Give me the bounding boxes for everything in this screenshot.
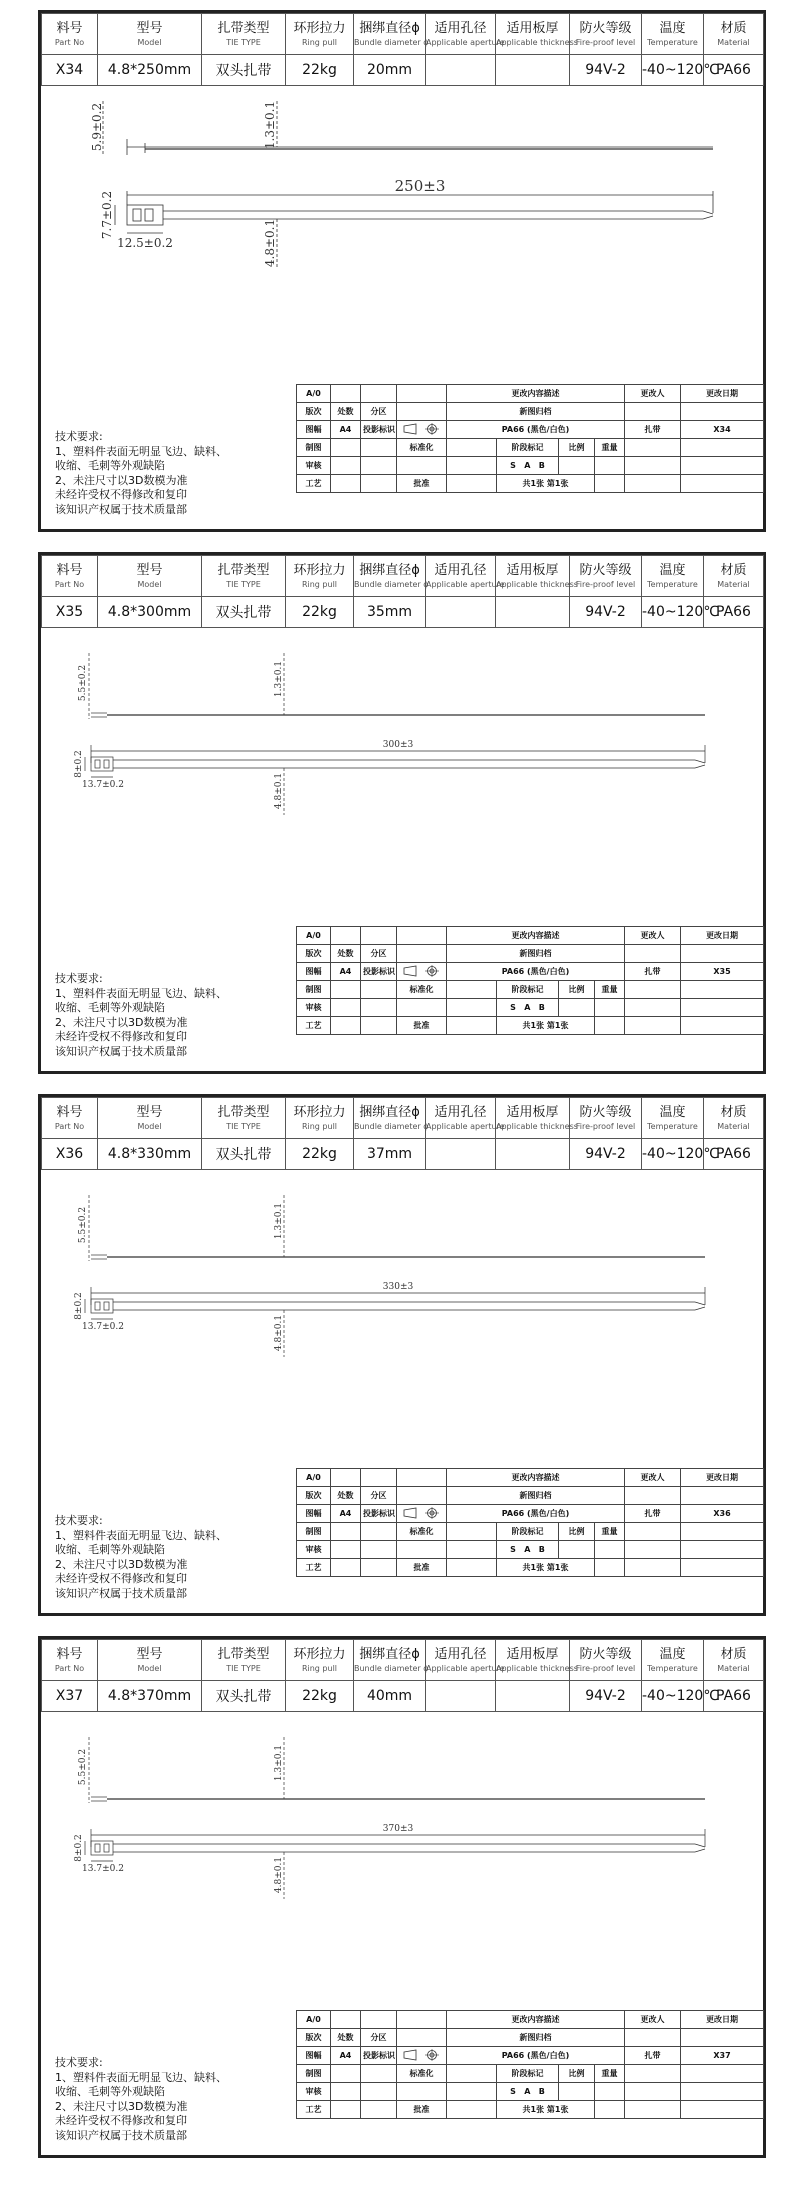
tie-type-value: 双头扎带 [202,1139,286,1170]
tb-paper: 图幅 [297,963,331,981]
dim-head-length: 12.5±0.2 [117,236,173,250]
tb-new-drawing: 新图归档 [447,945,625,963]
dim-width: 4.8±0.1 [274,1856,284,1894]
tb-standardize: 标准化 [397,981,447,999]
header-part-no: 料号 Part No [42,14,98,55]
header-material: 材质 Material [704,1098,764,1139]
notes-line: 未经许受权不得修改和复印 [55,1030,187,1043]
tb-weight: 重量 [595,439,625,457]
header-model: 型号 Model [98,1098,202,1139]
ring-pull-value: 22kg [286,1139,354,1170]
tie-type-value: 双头扎带 [202,1681,286,1712]
header-ring-pull: 环形拉力 Ring pull [286,556,354,597]
tie-type-value: 双头扎带 [202,55,286,86]
tb-version: 版次 [297,2029,331,2047]
ring-pull-value: 22kg [286,597,354,628]
header-material: 材质 Material [704,14,764,55]
dim-width: 4.8±0.1 [274,1314,284,1352]
tb-count: 处数 [331,2029,361,2047]
notes-line: 1、塑料件表面无明显飞边、缺料、 [55,444,227,458]
projection-symbol-icon [397,1505,447,1523]
header-bundle-diameter: 捆绑直径ϕ Bundle diameter ϕ [354,1098,426,1139]
tb-change-date: 更改日期 [681,927,764,945]
notes-line: 该知识产权属于技术质量部 [55,1586,187,1600]
tb-scale: 比例 [559,439,595,457]
part-no-value: X35 [42,597,98,628]
drawing-sheet-x36 [38,1094,766,1616]
tb-review: 审核 [297,2083,331,2101]
part-no-value: X34 [42,55,98,86]
header-temperature: 温度 Temperature [642,1098,704,1139]
dim-width: 4.8±0.1 [263,218,277,268]
title-block [296,384,764,493]
drawing-sheet-x34 [38,10,766,532]
header-aperture: 适用孔径 Applicable aperture [426,556,496,597]
tb-a4: A4 [331,963,361,981]
material-value: PA66 [704,1139,764,1170]
tb-drawn: 制图 [297,1523,331,1541]
notes-line: 该知识产权属于技术质量部 [55,502,187,516]
header-fire-proof: 防火等级 Fire-proof level [570,1098,642,1139]
material-value: PA66 [704,597,764,628]
tb-drawing-name: 扎带 [625,421,681,439]
header-fire-proof: 防火等级 Fire-proof level [570,556,642,597]
tb-projection: 投影标识 [361,2047,397,2065]
tb-approve: 批准 [397,2101,447,2119]
tb-approve: 批准 [397,1017,447,1035]
header-ring-pull: 环形拉力 Ring pull [286,1640,354,1681]
thickness-value [496,1139,570,1170]
fire-proof-value: 94V-2 [570,1681,642,1712]
technical-notes [55,1514,227,1601]
header-ring-pull: 环形拉力 Ring pull [286,14,354,55]
tb-change-date: 更改日期 [681,1469,764,1487]
tb-drawing-number: X34 [681,421,764,439]
header-bundle-diameter: 捆绑直径ϕ Bundle diameter ϕ [354,556,426,597]
thickness-value [496,1681,570,1712]
dim-head-width: 8±0.2 [74,1292,84,1320]
header-fire-proof: 防火等级 Fire-proof level [570,14,642,55]
projection-symbol-icon [397,421,447,439]
tb-paper: 图幅 [297,2047,331,2065]
tb-drawing-number: X36 [681,1505,764,1523]
header-model: 型号 Model [98,14,202,55]
dim-head-length: 13.7±0.2 [82,1322,124,1332]
ring-pull-value: 22kg [286,1681,354,1712]
bundle-diameter-value: 40mm [354,1681,426,1712]
title-block [296,1468,764,1577]
tb-drawing-name: 扎带 [625,963,681,981]
dim-head-height: 5.5±0.2 [78,1748,88,1786]
tb-review: 审核 [297,999,331,1017]
dim-head-height: 5.5±0.2 [78,1206,88,1244]
material-value: PA66 [704,55,764,86]
header-bundle-diameter: 捆绑直径ϕ Bundle diameter ϕ [354,1640,426,1681]
notes-line: 收缩、毛刺等外观缺陷 [55,1001,165,1014]
aperture-value [426,55,496,86]
notes-line: 收缩、毛刺等外观缺陷 [55,2085,165,2098]
notes-line: 1、塑料件表面无明显飞边、缺料、 [55,986,227,1000]
notes-title: 技术要求: [55,972,103,985]
notes-title: 技术要求: [55,430,103,443]
thickness-value [496,597,570,628]
tie-drawing [41,87,763,387]
dim-length: 330±3 [382,1282,414,1292]
tie-drawing [41,1171,763,1471]
tb-material-color: PA66 (黑色/白色) [447,2047,625,2065]
tb-stage-mark: 阶段标记 [497,1523,559,1541]
tb-count: 处数 [331,403,361,421]
dim-thickness: 1.3±0.1 [263,100,277,150]
tb-changer: 更改人 [625,1469,681,1487]
tb-zone: 分区 [361,1487,397,1505]
model-value: 4.8*330mm [98,1139,202,1170]
dim-thickness: 1.3±0.1 [274,660,284,698]
tb-sheets: 共1张 第1张 [497,1559,595,1577]
projection-symbol-icon [397,963,447,981]
tb-drawn: 制图 [297,439,331,457]
header-thickness: 适用板厚 Applicable thickness [496,14,570,55]
dim-length: 250±3 [394,177,446,195]
tb-stage-sab: S A B [497,2083,559,2101]
model-value: 4.8*370mm [98,1681,202,1712]
tb-projection: 投影标识 [361,963,397,981]
tb-change-desc: 更改内容描述 [447,1469,625,1487]
dim-head-height: 5.5±0.2 [78,664,88,702]
tb-standardize: 标准化 [397,1523,447,1541]
notes-line: 2、未注尺寸以3D数模为准 [55,2099,188,2113]
notes-line: 1、塑料件表面无明显飞边、缺料、 [55,1528,227,1542]
header-tie-type: 扎带类型 TIE TYPE [202,14,286,55]
notes-line: 2、未注尺寸以3D数模为准 [55,1557,188,1571]
header-temperature: 温度 Temperature [642,556,704,597]
header-tie-type: 扎带类型 TIE TYPE [202,1098,286,1139]
drawing-sheet-x37 [38,1636,766,2158]
header-tie-type: 扎带类型 TIE TYPE [202,1640,286,1681]
header-part-no: 料号 Part No [42,1098,98,1139]
notes-line: 未经许受权不得修改和复印 [55,1572,187,1585]
material-value: PA66 [704,1681,764,1712]
tb-sheets: 共1张 第1张 [497,1017,595,1035]
tb-material-color: PA66 (黑色/白色) [447,421,625,439]
header-model: 型号 Model [98,1640,202,1681]
bundle-diameter-value: 35mm [354,597,426,628]
notes-line: 2、未注尺寸以3D数模为准 [55,473,188,487]
notes-line: 收缩、毛刺等外观缺陷 [55,1543,165,1556]
tb-sheets: 共1张 第1张 [497,2101,595,2119]
tb-stage-mark: 阶段标记 [497,2065,559,2083]
tb-drawing-number: X37 [681,2047,764,2065]
tb-drawing-name: 扎带 [625,1505,681,1523]
tb-a4: A4 [331,421,361,439]
bundle-diameter-value: 37mm [354,1139,426,1170]
tb-process: 工艺 [297,475,331,493]
header-temperature: 温度 Temperature [642,14,704,55]
header-material: 材质 Material [704,556,764,597]
tb-zone: 分区 [361,2029,397,2047]
part-no-value: X36 [42,1139,98,1170]
tb-approve: 批准 [397,475,447,493]
tb-standardize: 标准化 [397,2065,447,2083]
technical-notes [55,972,227,1059]
dim-head-width: 8±0.2 [74,750,84,778]
tb-process: 工艺 [297,1559,331,1577]
tb-changer: 更改人 [625,2011,681,2029]
notes-line: 未经许受权不得修改和复印 [55,2114,187,2127]
tb-a4: A4 [331,2047,361,2065]
header-tie-type: 扎带类型 TIE TYPE [202,556,286,597]
aperture-value [426,1681,496,1712]
tb-zone: 分区 [361,945,397,963]
dim-head-height: 5.9±0.2 [90,102,104,152]
header-part-no: 料号 Part No [42,1640,98,1681]
aperture-value [426,597,496,628]
tb-process: 工艺 [297,2101,331,2119]
fire-proof-value: 94V-2 [570,597,642,628]
tb-weight: 重量 [595,2065,625,2083]
bundle-diameter-value: 20mm [354,55,426,86]
dim-head-width: 7.7±0.2 [100,190,114,240]
header-thickness: 适用板厚 Applicable thickness [496,556,570,597]
header-ring-pull: 环形拉力 Ring pull [286,1098,354,1139]
tb-stage-mark: 阶段标记 [497,981,559,999]
tb-review: 审核 [297,1541,331,1559]
tb-weight: 重量 [595,1523,625,1541]
notes-title: 技术要求: [55,1514,103,1527]
tb-stage-mark: 阶段标记 [497,439,559,457]
tb-count: 处数 [331,1487,361,1505]
temperature-value: -40~120℃ [642,597,704,628]
dim-head-length: 13.7±0.2 [82,780,124,790]
temperature-value: -40~120℃ [642,55,704,86]
notes-line: 该知识产权属于技术质量部 [55,2128,187,2142]
tb-scale: 比例 [559,1523,595,1541]
tb-version: 版次 [297,945,331,963]
header-material: 材质 Material [704,1640,764,1681]
header-thickness: 适用板厚 Applicable thickness [496,1640,570,1681]
notes-title: 技术要求: [55,2056,103,2069]
tb-count: 处数 [331,945,361,963]
header-temperature: 温度 Temperature [642,1640,704,1681]
tb-paper: 图幅 [297,421,331,439]
tb-paper: 图幅 [297,1505,331,1523]
fire-proof-value: 94V-2 [570,1139,642,1170]
spec-table [41,1639,764,1712]
notes-line: 该知识产权属于技术质量部 [55,1044,187,1058]
technical-notes [55,430,227,517]
notes-line: 收缩、毛刺等外观缺陷 [55,459,165,472]
notes-line: 2、未注尺寸以3D数模为准 [55,1015,188,1029]
drawing-sheet-x35 [38,552,766,1074]
tb-material-color: PA66 (黑色/白色) [447,963,625,981]
header-aperture: 适用孔径 Applicable aperture [426,14,496,55]
notes-line: 未经许受权不得修改和复印 [55,488,187,501]
tb-change-desc: 更改内容描述 [447,2011,625,2029]
tb-projection: 投影标识 [361,421,397,439]
dim-head-length: 13.7±0.2 [82,1864,124,1874]
header-part-no: 料号 Part No [42,556,98,597]
tb-changer: 更改人 [625,927,681,945]
tb-new-drawing: 新图归档 [447,403,625,421]
technical-notes [55,2056,227,2143]
spec-table [41,13,764,86]
tb-material-color: PA66 (黑色/白色) [447,1505,625,1523]
tb-change-date: 更改日期 [681,385,764,403]
tb-version: 版次 [297,403,331,421]
spec-table [41,555,764,628]
header-model: 型号 Model [98,556,202,597]
header-aperture: 适用孔径 Applicable aperture [426,1098,496,1139]
tb-change-date: 更改日期 [681,2011,764,2029]
part-no-value: X37 [42,1681,98,1712]
tb-version: 版次 [297,1487,331,1505]
header-bundle-diameter: 捆绑直径ϕ Bundle diameter ϕ [354,14,426,55]
tb-stage-sab: S A B [497,999,559,1017]
title-block [296,926,764,1035]
tb-scale: 比例 [559,2065,595,2083]
tie-drawing [41,629,763,929]
model-value: 4.8*300mm [98,597,202,628]
projection-symbol-icon [397,2047,447,2065]
aperture-value [426,1139,496,1170]
ring-pull-value: 22kg [286,55,354,86]
tb-changer: 更改人 [625,385,681,403]
temperature-value: -40~120℃ [642,1681,704,1712]
spec-table [41,1097,764,1170]
tb-projection: 投影标识 [361,1505,397,1523]
tb-ao: A/0 [297,385,331,403]
model-value: 4.8*250mm [98,55,202,86]
tb-approve: 批准 [397,1559,447,1577]
tb-ao: A/0 [297,2011,331,2029]
tb-new-drawing: 新图归档 [447,1487,625,1505]
fire-proof-value: 94V-2 [570,55,642,86]
header-thickness: 适用板厚 Applicable thickness [496,1098,570,1139]
tb-change-desc: 更改内容描述 [447,385,625,403]
tb-process: 工艺 [297,1017,331,1035]
tb-ao: A/0 [297,1469,331,1487]
dim-length: 300±3 [382,740,414,750]
tb-scale: 比例 [559,981,595,999]
title-block [296,2010,764,2119]
tb-new-drawing: 新图归档 [447,2029,625,2047]
tie-drawing [41,1713,763,2013]
tie-type-value: 双头扎带 [202,597,286,628]
tb-zone: 分区 [361,403,397,421]
dim-thickness: 1.3±0.1 [274,1744,284,1782]
tb-sheets: 共1张 第1张 [497,475,595,493]
tb-change-desc: 更改内容描述 [447,927,625,945]
thickness-value [496,55,570,86]
tb-a4: A4 [331,1505,361,1523]
dim-head-width: 8±0.2 [74,1834,84,1862]
tb-drawing-name: 扎带 [625,2047,681,2065]
notes-line: 1、塑料件表面无明显飞边、缺料、 [55,2070,227,2084]
dim-length: 370±3 [382,1824,414,1834]
header-fire-proof: 防火等级 Fire-proof level [570,1640,642,1681]
header-aperture: 适用孔径 Applicable aperture [426,1640,496,1681]
tb-weight: 重量 [595,981,625,999]
temperature-value: -40~120℃ [642,1139,704,1170]
dim-thickness: 1.3±0.1 [274,1202,284,1240]
dim-width: 4.8±0.1 [274,772,284,810]
tb-drawn: 制图 [297,981,331,999]
tb-drawn: 制图 [297,2065,331,2083]
tb-drawing-number: X35 [681,963,764,981]
tb-standardize: 标准化 [397,439,447,457]
tb-ao: A/0 [297,927,331,945]
tb-stage-sab: S A B [497,457,559,475]
tb-stage-sab: S A B [497,1541,559,1559]
tb-review: 审核 [297,457,331,475]
